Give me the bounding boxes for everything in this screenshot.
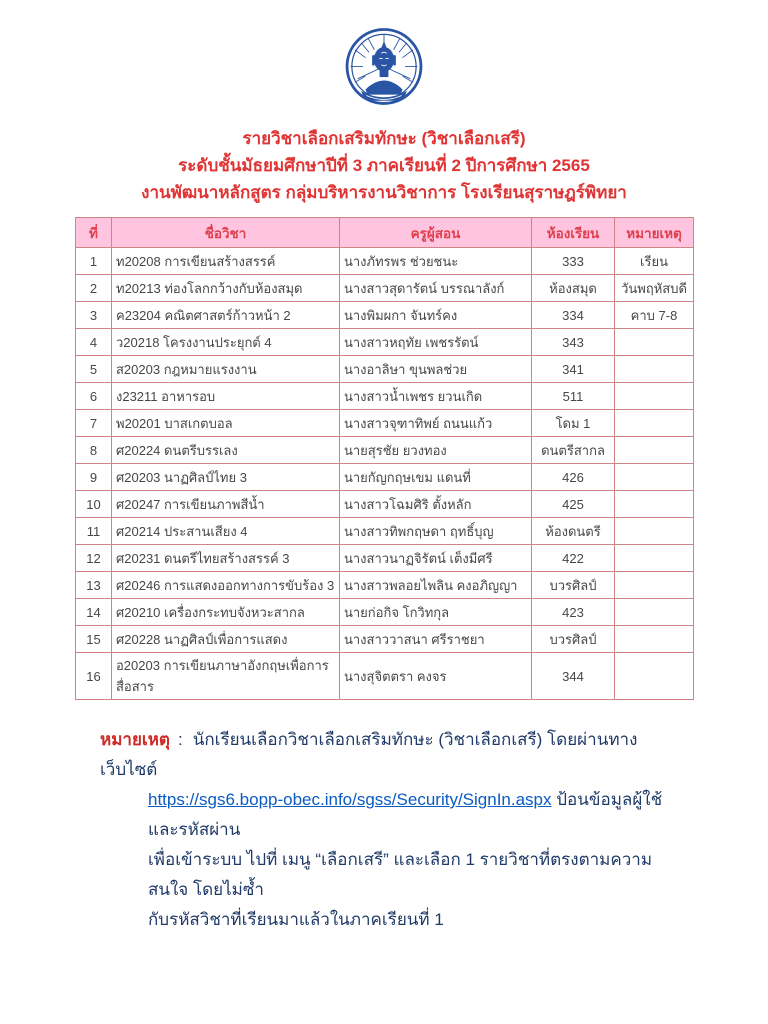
cell-remark — [615, 437, 694, 464]
cell-no: 8 — [76, 437, 112, 464]
cell-room: 425 — [532, 491, 615, 518]
cell-no: 4 — [76, 329, 112, 356]
cell-teacher: นางสาววาสนา ศรีราชยา — [340, 626, 532, 653]
course-table-header — [76, 218, 694, 248]
table-row — [76, 572, 694, 599]
cell-remark: วันพฤหัสบดี — [615, 275, 694, 302]
cell-subject: พ20201 บาสเกตบอล — [112, 410, 340, 437]
cell-subject: ง23211 อาหารอบ — [112, 383, 340, 410]
cell-subject: ศ20228 นาฏศิลป์เพื่อการแสดง — [112, 626, 340, 653]
cell-room: 341 — [532, 356, 615, 383]
cell-room: ดนตรีสากล — [532, 437, 615, 464]
table-row — [76, 653, 694, 700]
table-row — [76, 410, 694, 437]
cell-subject: ศ20203 นาฏศิลป์ไทย 3 — [112, 464, 340, 491]
cell-teacher: นายก่อกิจ โกวิทกุล — [340, 599, 532, 626]
cell-subject: ท20208 การเขียนสร้างสรรค์ — [112, 248, 340, 275]
cell-room: 333 — [532, 248, 615, 275]
cell-subject: ศ20214 ประสานเสียง 4 — [112, 518, 340, 545]
note-text-2: ป้อนข้อมูลผู้ใช้และรหัสผ่าน — [148, 790, 663, 839]
cell-remark — [615, 572, 694, 599]
column-header-teacher: ครูผู้สอน — [340, 218, 532, 248]
cell-subject: ส20203 กฎหมายแรงงาน — [112, 356, 340, 383]
cell-no: 3 — [76, 302, 112, 329]
table-row — [76, 248, 694, 275]
cell-room: ห้องดนตรี — [532, 518, 615, 545]
cell-teacher: นายสุรชัย ยวงทอง — [340, 437, 532, 464]
note-line-1 — [100, 725, 690, 785]
cell-teacher: นางสาวโฉมศิริ ตั้งหลัก — [340, 491, 532, 518]
cell-no: 10 — [76, 491, 112, 518]
cell-teacher: นายกัญกฤษเขม แดนที่ — [340, 464, 532, 491]
school-emblem-icon — [340, 26, 428, 114]
cell-subject: ศ20247 การเขียนภาพสีน้ำ — [112, 491, 340, 518]
cell-subject: อ20203 การเขียนภาษาอังกฤษเพื่อการสื่อสาร — [112, 653, 340, 700]
cell-teacher: นางสาวพลอยไพลิน คงอภิญญา — [340, 572, 532, 599]
note-line-2 — [148, 785, 690, 845]
cell-room: 422 — [532, 545, 615, 572]
cell-teacher: นางสาวสุดารัตน์ บรรณาลังก์ — [340, 275, 532, 302]
cell-no: 12 — [76, 545, 112, 572]
cell-room: 423 — [532, 599, 615, 626]
cell-subject: ศ20210 เครื่องกระทบจังหวะสากล — [112, 599, 340, 626]
cell-subject: ศ20224 ดนตรีบรรเลง — [112, 437, 340, 464]
document-subtitle-grade-term: ระดับชั้นมัธยมศึกษาปีที่ 3 ภาคเรียนที่ 2 ปีการศึกษา 2565 — [178, 156, 590, 175]
cell-no: 11 — [76, 518, 112, 545]
cell-remark — [615, 626, 694, 653]
cell-no: 6 — [76, 383, 112, 410]
cell-teacher: นางสุจิตตรา คงจร — [340, 653, 532, 700]
table-row — [76, 491, 694, 518]
course-table — [75, 217, 694, 700]
note-line-3: เพื่อเข้าระบบ ไปที่ เมนู “เลือกเสรี” และเลือก 1 รายวิชาที่ตรงตามความสนใจ โดยไม่ซ้ำ — [148, 850, 653, 899]
cell-teacher: นางภัทรพร ช่วยชนะ — [340, 248, 532, 275]
cell-room: บวรศิลป์ — [532, 626, 615, 653]
cell-teacher: นางสาวหฤทัย เพชรรัตน์ — [340, 329, 532, 356]
column-header-no: ที่ — [76, 218, 112, 248]
signin-url-link[interactable]: https://sgs6.bopp-obec.info/sgss/Security/SignIn.aspx — [148, 790, 552, 809]
cell-subject: ศ20246 การแสดงออกทางการขับร้อง 3 — [112, 572, 340, 599]
document-subtitle-department: งานพัฒนาหลักสูตร กลุ่มบริหารงานวิชาการ โรงเรียนสุราษฎร์พิทยา — [141, 183, 627, 202]
cell-room: บวรศิลป์ — [532, 572, 615, 599]
cell-remark — [615, 329, 694, 356]
cell-remark — [615, 545, 694, 572]
cell-remark: คาบ 7-8 — [615, 302, 694, 329]
header-row — [76, 218, 694, 248]
cell-no: 7 — [76, 410, 112, 437]
cell-room: 343 — [532, 329, 615, 356]
cell-no: 15 — [76, 626, 112, 653]
cell-remark — [615, 653, 694, 700]
note-colon: : — [177, 730, 183, 749]
course-table-container — [75, 217, 693, 700]
cell-room: 511 — [532, 383, 615, 410]
cell-no: 13 — [76, 572, 112, 599]
logo-container — [0, 0, 768, 119]
table-row — [76, 275, 694, 302]
cell-subject: ท20213 ท่องโลกกว้างกับห้องสมุด — [112, 275, 340, 302]
cell-room: 334 — [532, 302, 615, 329]
cell-remark — [615, 518, 694, 545]
column-header-room: ห้องเรียน — [532, 218, 615, 248]
cell-teacher: นางอาลิษา ขุนพลช่วย — [340, 356, 532, 383]
course-table-body — [76, 248, 694, 700]
cell-teacher: นางสาวนาฏจิรัตน์ เต็งมีศรี — [340, 545, 532, 572]
footer-note — [100, 725, 690, 935]
document-title: รายวิชาเลือกเสริมทักษะ (วิชาเลือกเสรี) — [242, 129, 526, 148]
cell-no: 1 — [76, 248, 112, 275]
cell-teacher: นางสาวจุฑาทิพย์ ถนนแก้ว — [340, 410, 532, 437]
cell-remark — [615, 383, 694, 410]
cell-remark: เรียน — [615, 248, 694, 275]
note-line-4: กับรหัสวิชาที่เรียนมาแล้วในภาคเรียนที่ 1 — [148, 910, 444, 929]
cell-subject: ศ20231 ดนตรีไทยสร้างสรรค์ 3 — [112, 545, 340, 572]
cell-no: 14 — [76, 599, 112, 626]
note-text-1: นักเรียนเลือกวิชาเลือกเสริมทักษะ (วิชาเลือกเสรี) โดยผ่านทาง เว็บไซต์ — [100, 730, 638, 779]
cell-room: 426 — [532, 464, 615, 491]
cell-no: 5 — [76, 356, 112, 383]
note-label: หมายเหตุ — [100, 730, 170, 749]
cell-teacher: นางพิมผกา จันทร์คง — [340, 302, 532, 329]
cell-subject: ค23204 คณิตศาสตร์ก้าวหน้า 2 — [112, 302, 340, 329]
cell-no: 16 — [76, 653, 112, 700]
column-header-subject: ชื่อวิชา — [112, 218, 340, 248]
cell-no: 9 — [76, 464, 112, 491]
cell-remark — [615, 410, 694, 437]
cell-remark — [615, 464, 694, 491]
cell-subject: ว20218 โครงงานประยุกต์ 4 — [112, 329, 340, 356]
table-row — [76, 545, 694, 572]
cell-room: 344 — [532, 653, 615, 700]
cell-room: ห้องสมุด — [532, 275, 615, 302]
cell-remark — [615, 491, 694, 518]
column-header-remark: หมายเหตุ — [615, 218, 694, 248]
cell-teacher: นางสาวน้ำเพชร ยวนเกิด — [340, 383, 532, 410]
cell-remark — [615, 599, 694, 626]
cell-teacher: นางสาวทิพกฤษดา ฤทธิ์บุญ — [340, 518, 532, 545]
table-row — [76, 599, 694, 626]
table-row — [76, 626, 694, 653]
table-row — [76, 329, 694, 356]
table-row — [76, 437, 694, 464]
cell-remark — [615, 356, 694, 383]
table-row — [76, 383, 694, 410]
table-row — [76, 464, 694, 491]
table-row — [76, 518, 694, 545]
cell-room: โดม 1 — [532, 410, 615, 437]
cell-no: 2 — [76, 275, 112, 302]
title-block — [0, 125, 768, 206]
table-row — [76, 302, 694, 329]
table-row — [76, 356, 694, 383]
